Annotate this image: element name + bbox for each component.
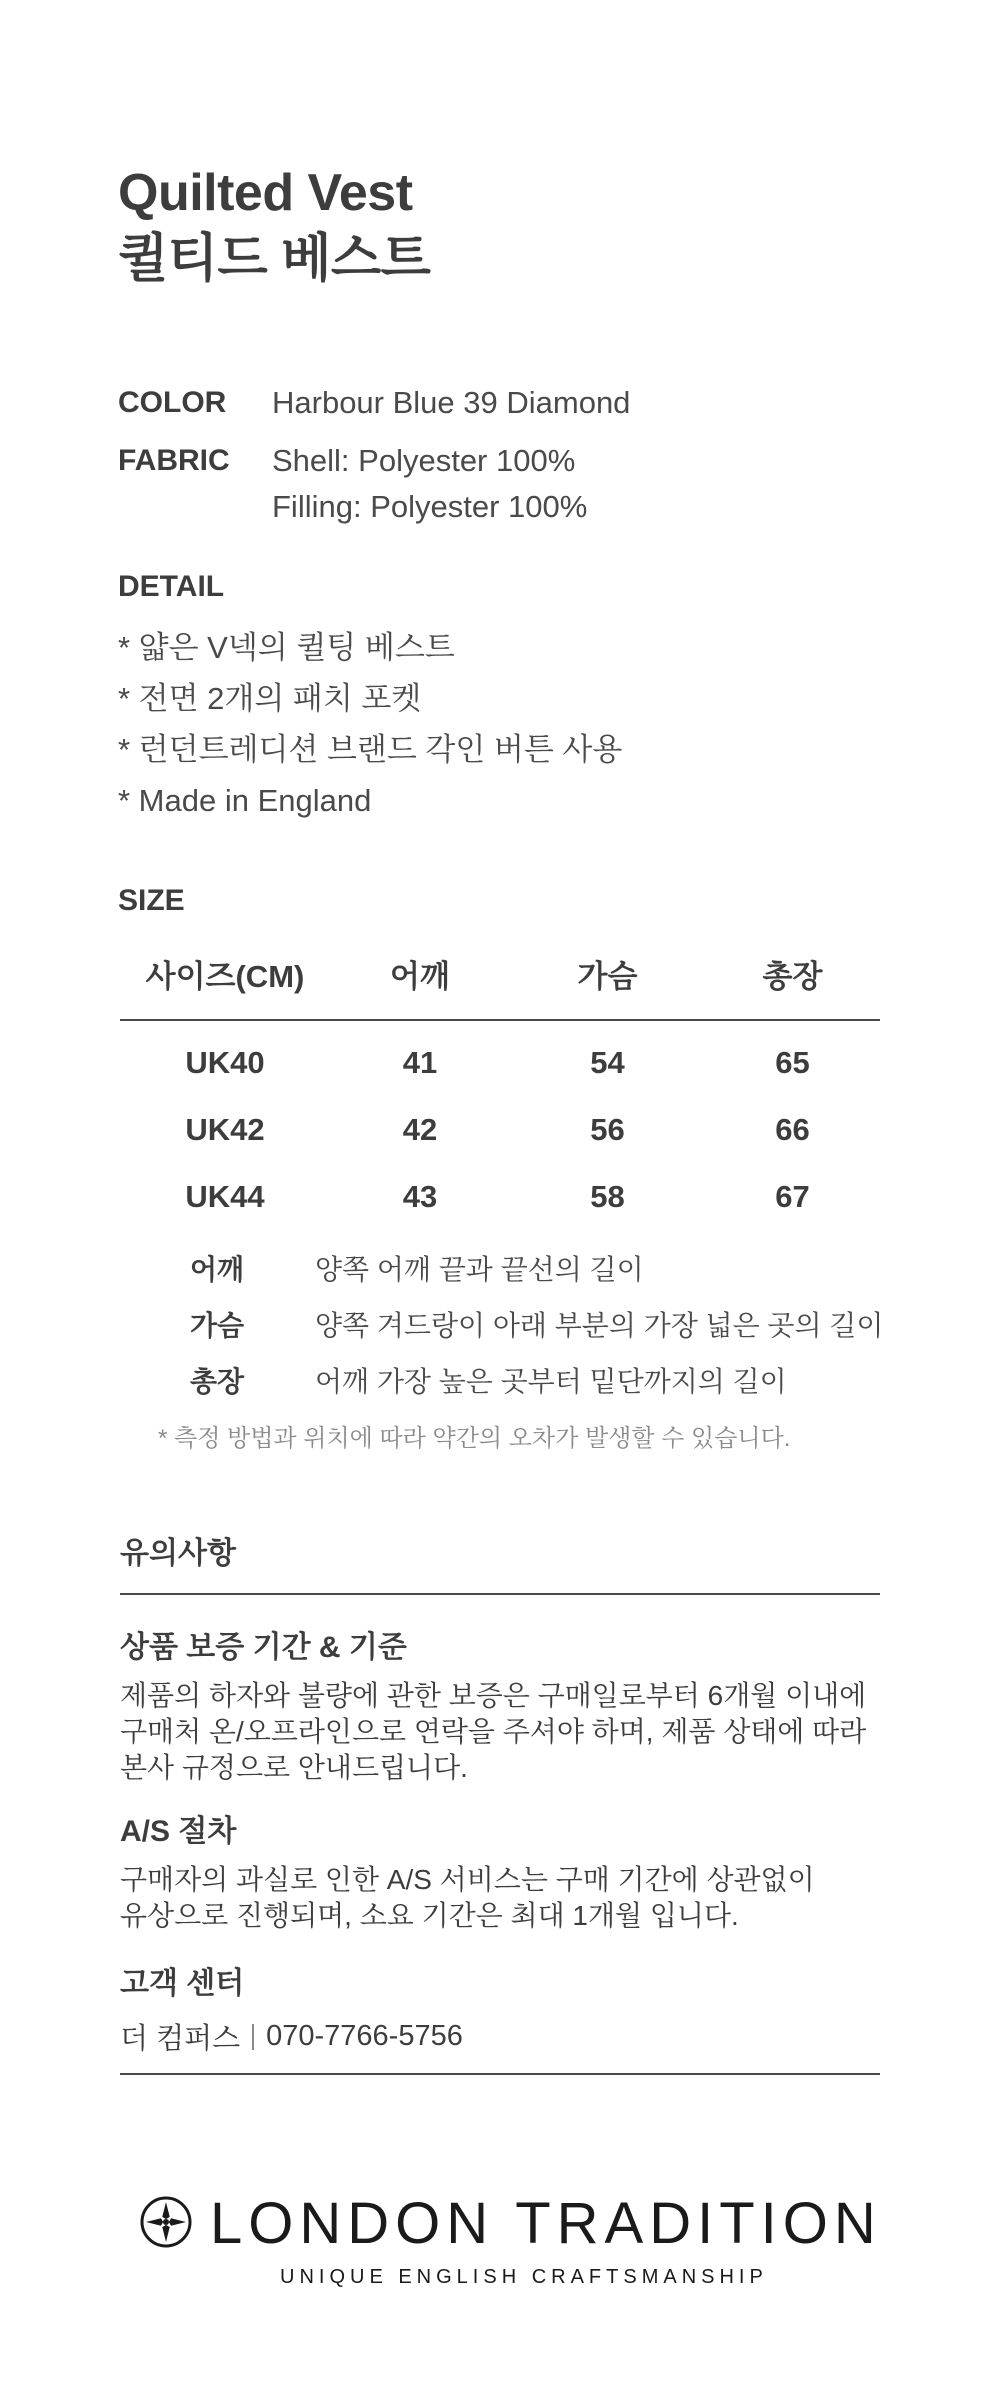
size-cell: 66	[775, 1111, 810, 1147]
size-table	[120, 945, 880, 1230]
definition-row	[190, 1240, 883, 1296]
size-table-header	[120, 945, 880, 1020]
detail-item: * 런던트레디션 브랜드 각인 버튼 사용	[118, 732, 623, 767]
size-cell: UK44	[185, 1178, 265, 1214]
as-heading: A/S 절차	[120, 1815, 237, 1848]
definition-desc: 어깨 가장 높은 곳부터 밑단까지의 길이	[315, 1366, 787, 1397]
color-label: COLOR	[118, 386, 227, 419]
brand-logo	[138, 2190, 882, 2295]
warranty-heading: 상품 보증 기간 & 기준	[120, 1631, 407, 1664]
size-cell: 42	[402, 1111, 438, 1147]
fabric-label: FABRIC	[118, 444, 230, 477]
size-cell: UK40	[185, 1044, 265, 1080]
definition-desc: 양쪽 어깨 끝과 끝선의 길이	[315, 1254, 644, 1285]
size-cell: 43	[402, 1178, 438, 1214]
detail-list	[118, 622, 622, 826]
definition-row	[190, 1352, 883, 1408]
definition-desc: 양쪽 겨드랑이 아래 부분의 가장 넓은 곳의 길이	[315, 1310, 884, 1341]
separator	[252, 2024, 254, 2050]
table-row	[120, 1163, 880, 1230]
table-row	[120, 1096, 880, 1163]
size-cell: 65	[775, 1044, 810, 1080]
size-col-header: 어깨	[330, 945, 510, 1020]
size-cell: 54	[590, 1044, 625, 1080]
as-text: 구매자의 과실로 인한 A/S 서비스는 구매 기간에 상관없이 유상으로 진행되며, 소요 기간은 최대 1개월 입니다.	[120, 1864, 815, 1931]
color-value: Harbour Blue 39 Diamond	[272, 385, 631, 420]
fabric-filling: Filling: Polyester 100%	[272, 489, 588, 524]
product-name-en: Quilted Vest	[118, 164, 413, 222]
size-cell: 56	[590, 1111, 625, 1147]
detail-label: DETAIL	[118, 570, 225, 603]
definition-term: 총장	[190, 1366, 245, 1397]
detail-item: * 전면 2개의 패치 포켓	[118, 681, 422, 716]
warranty-text: 제품의 하자와 불량에 관한 보증은 구매일로부터 6개월 이내에 구매처 온/오프라인으로 연락을 주셔야 하며, 제품 상태에 따라 본사 규정으로 안내드립니다.	[120, 1680, 867, 1783]
product-title	[118, 160, 430, 292]
measurement-definitions	[190, 1240, 883, 1408]
measurement-note: * 측정 방법과 위치에 따라 약간의 오차가 발생할 수 있습니다.	[158, 1425, 791, 1452]
definition-term: 가슴	[190, 1310, 245, 1341]
definition-term: 어깨	[190, 1254, 245, 1285]
size-label: SIZE	[118, 884, 185, 917]
cs-phone: 070-7766-5756	[266, 2020, 463, 2052]
detail-item: * Made in England	[118, 783, 372, 818]
customer-center-contact	[120, 2016, 463, 2057]
notice-title: 유의사항	[120, 1537, 236, 1570]
size-cell: UK42	[185, 1111, 265, 1147]
product-name-ko: 퀼티드 베스트	[118, 230, 431, 288]
size-col-header: 사이즈(CM)	[120, 945, 330, 1020]
cs-heading: 고객 센터	[120, 1967, 245, 2000]
size-cell: 41	[402, 1044, 438, 1080]
star-compass-icon	[140, 2196, 192, 2248]
cs-company: 더 컴퍼스	[120, 2023, 241, 2055]
table-row	[120, 1029, 880, 1096]
size-col-header: 총장	[705, 945, 880, 1020]
brand-tagline: UNIQUE ENGLISH CRAFTSMANSHIP	[280, 2266, 768, 2288]
divider	[120, 2073, 880, 2075]
divider	[120, 1593, 880, 1595]
definition-row	[190, 1296, 883, 1352]
size-col-header: 가슴	[510, 945, 705, 1020]
size-cell: 67	[775, 1178, 810, 1214]
fabric-shell: Shell: Polyester 100%	[272, 443, 576, 478]
size-cell: 58	[590, 1178, 625, 1214]
brand-name: LONDON TRADITION	[210, 2191, 882, 2256]
detail-item: * 얇은 V넥의 퀼팅 베스트	[118, 630, 455, 665]
